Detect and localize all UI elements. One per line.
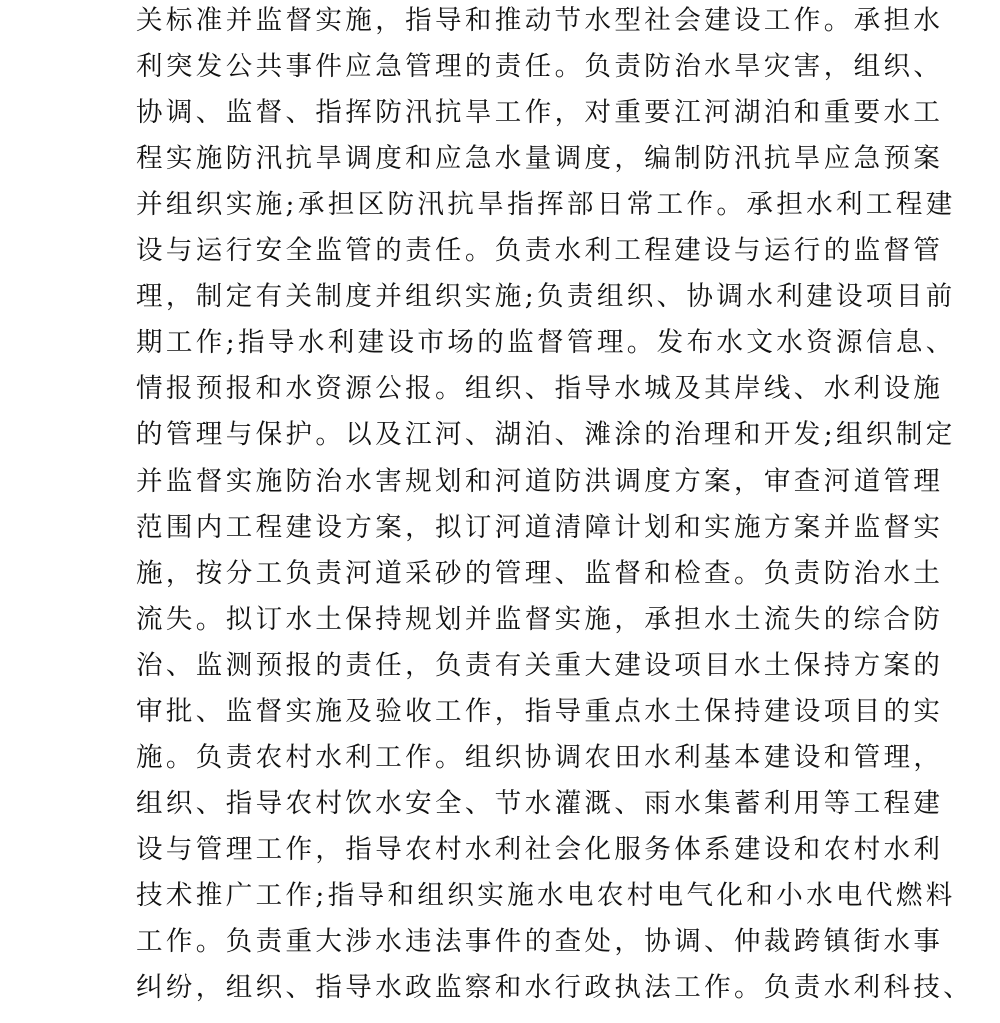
text-line-6: 设与运行安全监管的责任。负责水利工程建设与运行的监督管 [136, 235, 944, 266]
text-line-22: 纠纷，组织、指导水政监察和水行政执法工作。负责水利科技、 [136, 972, 974, 1003]
text-line-10: 的管理与保护。以及江河、湖泊、滩涂的治理和开发;组织制定 [136, 419, 956, 450]
text-line-2: 利突发公共事件应急管理的责任。负责防治水旱灾害，组织、 [136, 51, 944, 82]
text-line-7: 理，制定有关制度并组织实施;负责组织、协调水利建设项目前 [136, 281, 956, 312]
text-line-16: 审批、监督实施及验收工作，指导重点水土保持建设项目的实 [136, 696, 944, 727]
text-line-19: 设与管理工作，指导农村水利社会化服务体系建设和农村水利 [136, 834, 944, 865]
text-line-5: 并组织实施;承担区防汛抗旱指挥部日常工作。承担水利工程建 [136, 189, 956, 220]
text-line-15: 治、监测预报的责任，负责有关重大建设项目水土保持方案的 [136, 650, 944, 681]
text-line-11: 并监督实施防治水害规划和河道防洪调度方案，审查河道管理 [136, 466, 944, 497]
text-line-9: 情报预报和水资源公报。组织、指导水城及其岸线、水利设施 [136, 373, 944, 404]
text-line-17: 施。负责农村水利工作。组织协调农田水利基本建设和管理， [136, 742, 944, 773]
text-line-8: 期工作;指导水利建设市场的监督管理。发布水文水资源信息、 [136, 327, 956, 358]
text-line-20: 技术推广工作;指导和组织实施水电农村电气化和小水电代燃料 [136, 880, 956, 911]
text-line-12: 范围内工程建设方案，拟订河道清障计划和实施方案并监督实 [136, 512, 944, 543]
text-line-18: 组织、指导农村饮水安全、节水灌溉、雨水集蓄利用等工程建 [136, 788, 944, 819]
text-line-14: 流失。拟订水土保持规划并监督实施，承担水土流失的综合防 [136, 604, 944, 635]
text-line-21: 工作。负责重大涉水违法事件的查处，协调、仲裁跨镇街水事 [136, 926, 944, 957]
text-line-13: 施，按分工负责河道采砂的管理、监督和检查。负责防治水土 [136, 558, 944, 589]
text-line-3: 协调、监督、指挥防汛抗旱工作，对重要江河湖泊和重要水工 [136, 97, 944, 128]
text-line-1: 关标准并监督实施，指导和推动节水型社会建设工作。承担水 [136, 5, 944, 36]
text-line-4: 程实施防汛抗旱调度和应急水量调度，编制防汛抗旱应急预案 [136, 143, 944, 174]
